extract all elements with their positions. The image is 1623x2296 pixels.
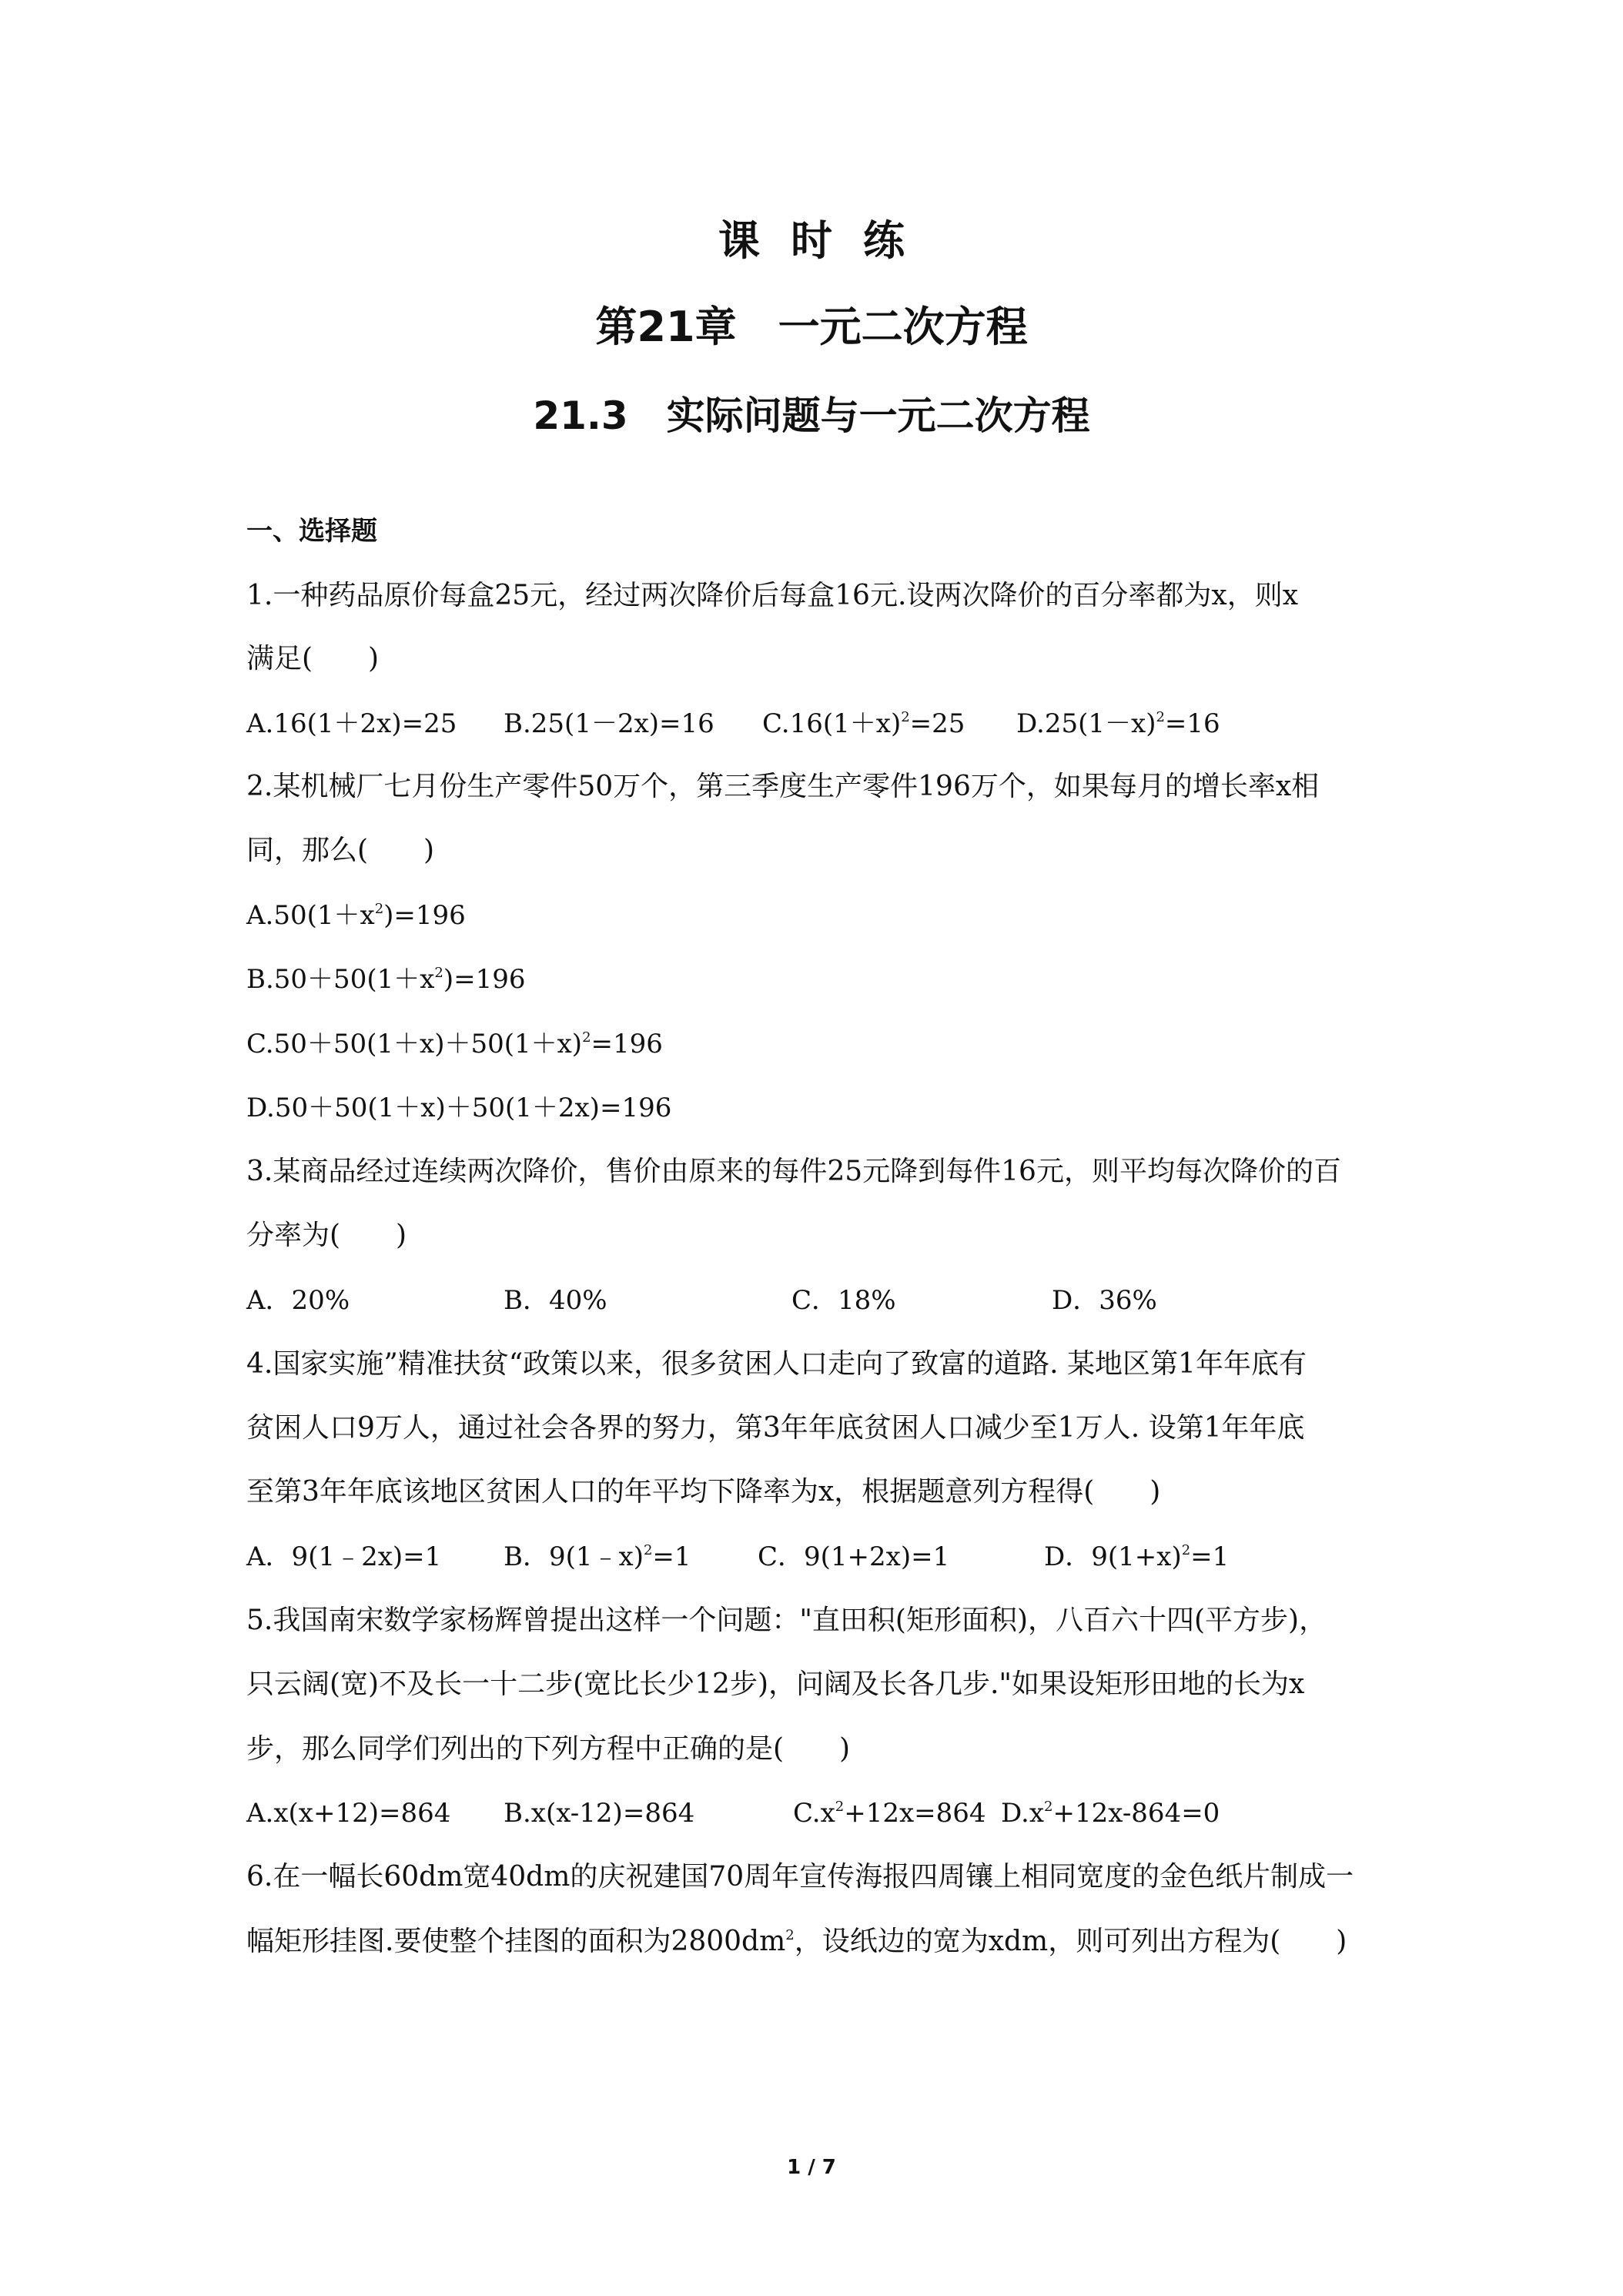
question-3-option-d: D．36%: [1052, 1285, 1157, 1316]
page-number: 1 / 7: [787, 2156, 836, 2179]
question-5-line-2: 只云阔(宽)不及长一十二步(宽比长少12步)，问阔及长各几步."如果设矩形田地的长为x: [246, 1668, 1305, 1700]
question-4-option-b: B．9(1﹣x)$^2$=1: [504, 1541, 691, 1572]
question-5-line-1: 5.我国南宋数学家杨辉曾提出这样一个问题："直田积(矩形面积)，八百六十四(平方步)，: [246, 1605, 1327, 1636]
question-1-line-1: 1.一种药品原价每盒25元，经过两次降价后每盒16元.设两次降价的百分率都为x，则x: [246, 580, 1299, 611]
question-2-option-d: D.50＋50(1＋x)＋50(1＋2x)=196: [246, 1093, 672, 1123]
question-1-line-2: 满足( ): [246, 643, 380, 674]
question-2-line-2: 同，那么( ): [246, 835, 435, 866]
question-6-line-2: 幅矩形挂图.要使整个挂图的面积为$2800dm^2$，设纸边的宽为xdm，则可列出方程为( ): [246, 1926, 1347, 1957]
chapter-title: 第21章 一元二次方程: [595, 303, 1028, 351]
question-5-option-d: $D.x^2+12x-864=0$: [1001, 1798, 1220, 1829]
question-4-line-2: 贫困人口9万人，通过社会各界的努力，第3年年底贫困人口减少至1万人. 设第1年年底: [246, 1412, 1305, 1444]
question-1-option-b: B.25(1－2x)=16: [504, 708, 714, 739]
question-3-option-a: A．20%: [246, 1285, 350, 1316]
question-4-line-3: 至第3年年底该地区贫困人口的年平均下降率为x，根据题意列方程得( ): [246, 1476, 1161, 1508]
question-1-option-c: $C.16(1+x)^2=25$: [762, 708, 965, 739]
question-5-option-a: A.x(x+12)=864: [246, 1798, 451, 1829]
question-3-option-c: C．18%: [791, 1285, 896, 1316]
question-4-option-c: C．9(1+2x)=1: [758, 1541, 950, 1572]
question-5-line-3: 步，那么同学们列出的下列方程中正确的是( ): [246, 1733, 851, 1765]
question-3-line-2: 分率为( ): [246, 1220, 407, 1251]
question-2-option-b: $B.50+50(1+x^2)=196$: [246, 964, 526, 995]
question-2-option-c: $C.50+50(1+x)+50(1+x)^2=196$: [246, 1029, 663, 1059]
question-5-option-b: B.x(x-12)=864: [504, 1798, 695, 1829]
question-3-option-b: B．40%: [504, 1285, 607, 1316]
doc-title: 课时练: [718, 216, 935, 265]
question-1-option-a: A.16(1＋2x)=25: [246, 708, 457, 739]
question-4-option-a: A．9(1﹣2x)=1: [246, 1541, 442, 1572]
question-6-line-1: 6.在一幅长60dm宽40dm的庆祝建国70周年宣传海报四周镶上相同宽度的金色纸片制成一: [246, 1861, 1354, 1893]
question-1-option-d: $D.25(1-x)^2=16$: [1016, 708, 1220, 739]
question-2-line-1: 2.某机械厂七月份生产零件50万个，第三季度生产零件196万个，如果每月的增长率x相: [246, 771, 1320, 802]
question-3-line-1: 3.某商品经过连续两次降价，售价由原来的每件25元降到每件16元，则平均每次降价的百: [246, 1156, 1341, 1187]
question-2-option-a: $A.50(1+x^2)=196$: [246, 900, 466, 931]
section-heading: 一、选择题: [246, 516, 377, 547]
question-5-option-c: $C.x^2+12x=864$: [793, 1798, 986, 1829]
question-4-option-d: D．$9(1+x)^2=1$: [1044, 1541, 1230, 1572]
question-4-line-1: 4.国家实施”精准扶贫“政策以来，很多贫困人口走向了致富的道路. 某地区第1年年底有: [246, 1348, 1307, 1380]
section-title: 21.3 实际问题与一元二次方程: [533, 393, 1090, 438]
